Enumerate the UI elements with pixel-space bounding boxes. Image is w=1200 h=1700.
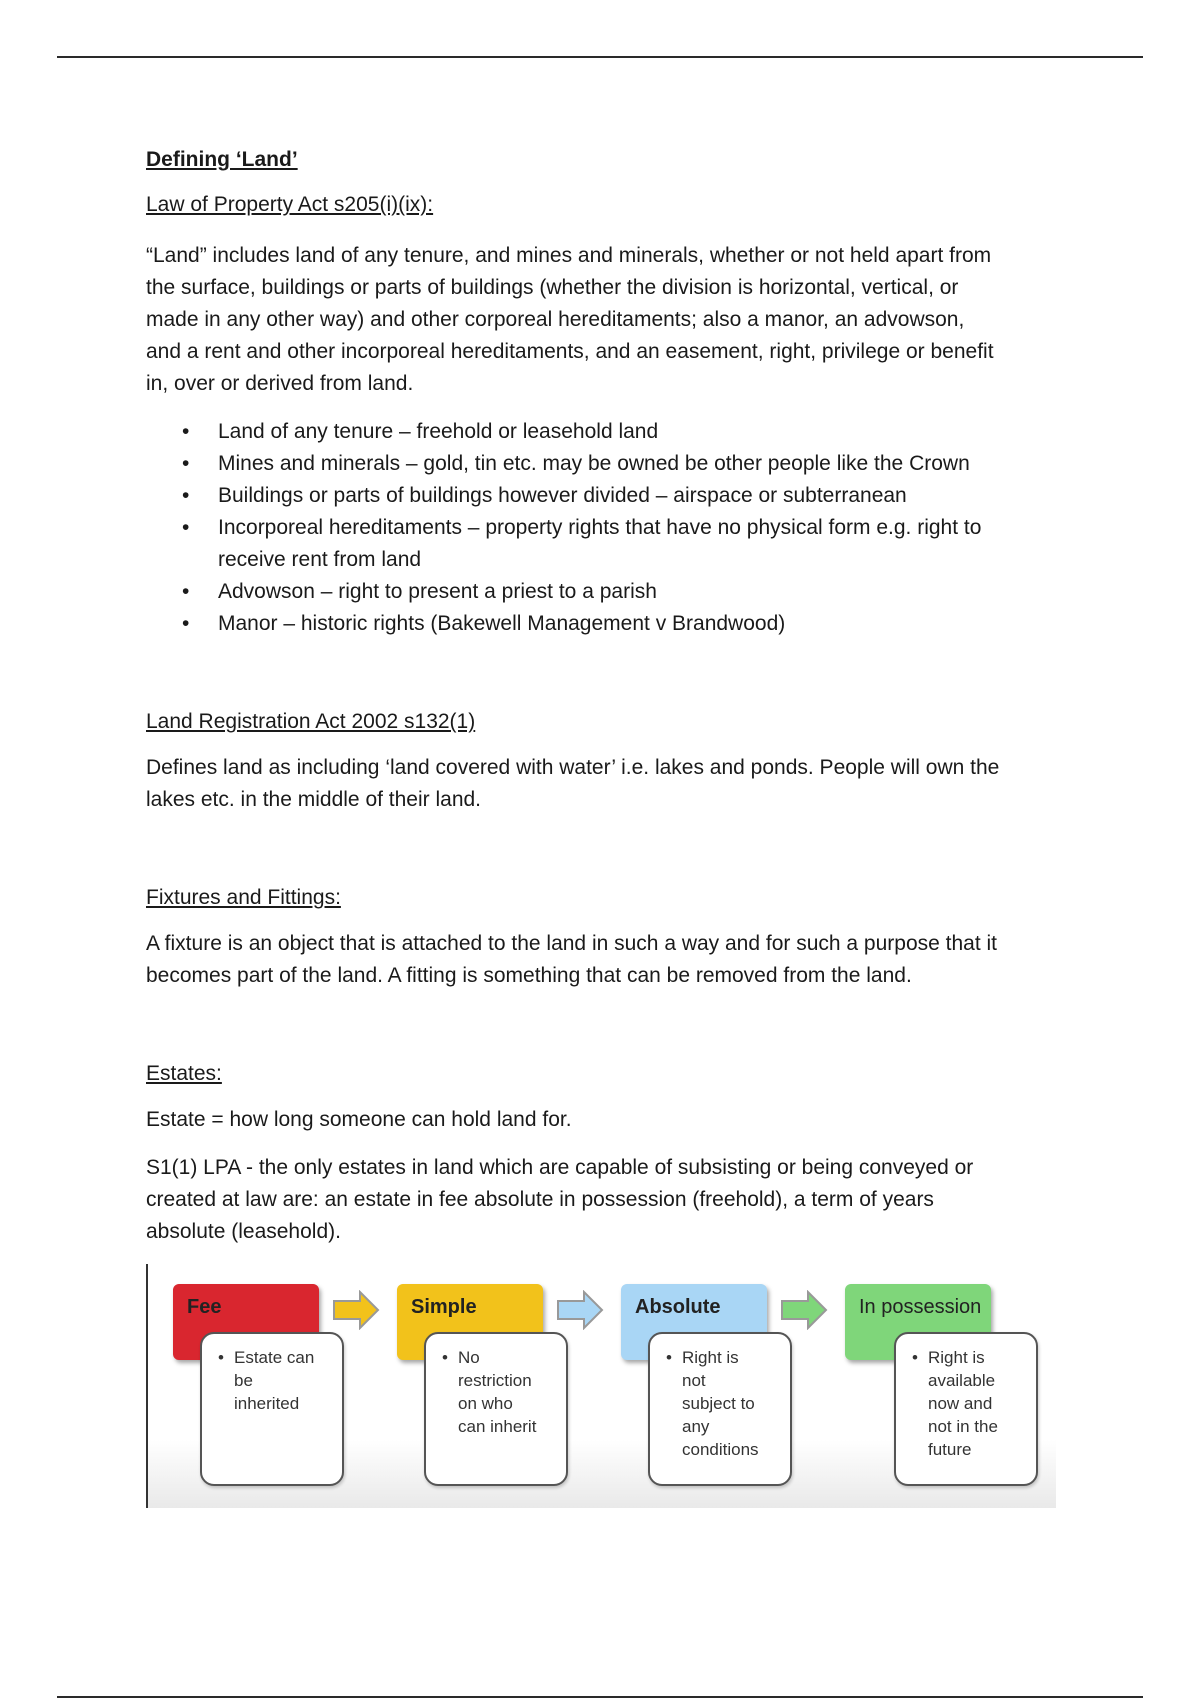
section-title-estates: Estates: (146, 1062, 222, 1085)
bullet-icon: • (182, 580, 190, 603)
text-line: created at law are: an estate in fee absolute in possession (freehold), a term of years (146, 1188, 934, 1211)
text-line: lakes etc. in the middle of their land. (146, 788, 482, 811)
text-line: becomes part of the land. A fitting is something that can be removed from the land. (146, 964, 912, 987)
top-rule (57, 56, 1143, 58)
bullet-icon: • (182, 612, 190, 635)
bullet-icon: • (666, 1348, 672, 1367)
section-title-lra: Land Registration Act 2002 s132(1) (146, 710, 476, 733)
stage-description: Right is available now and not in the future (928, 1348, 998, 1459)
stage-fee-card (200, 1332, 344, 1486)
bullet-icon: • (182, 516, 190, 539)
lpa-definition (146, 240, 1066, 400)
text-line: in, over or derived from land. (146, 372, 414, 395)
stage-label: In possession (859, 1296, 982, 1318)
list-item: • Advowson – right to present a priest to a parish (146, 576, 1066, 608)
text-line: “Land” includes land of any tenure, and mines and minerals, whether or not held apart from (146, 244, 992, 267)
text-line: S1(1) LPA - the only estates in land which are capable of subsisting or being conveyed or (146, 1156, 974, 1179)
fixtures-definition (146, 928, 1066, 992)
stage-description: Estate can be inherited (234, 1348, 315, 1413)
list-item: • Land of any tenure – freehold or leasehold land (146, 416, 1066, 448)
bullet-icon: • (182, 420, 190, 443)
text-line: absolute (leasehold). (146, 1220, 341, 1243)
list-item: • Mines and minerals – gold, tin etc. may be owned be other people like the Crown (146, 448, 1066, 480)
bullet-icon: • (182, 452, 190, 475)
arrow-shape (334, 1292, 378, 1328)
text-line: A fixture is an object that is attached to the land in such a way and for such a purpose that it (146, 932, 998, 955)
bullet-icon: • (442, 1348, 448, 1367)
text-line: Defines land as including ‘land covered with water’ i.e. lakes and ponds. People will own the (146, 756, 1000, 779)
list-item: • Manor – historic rights (Bakewell Management v Brandwood) (146, 608, 1066, 640)
list-item-continuation: receive rent from land (218, 548, 422, 571)
stage-label: Fee (187, 1296, 222, 1318)
estate-definition: Estate = how long someone can hold land for. (146, 1108, 572, 1131)
right-arrow-icon (780, 1290, 828, 1330)
stage-simple-card (424, 1332, 568, 1486)
bullet-icon: • (218, 1348, 224, 1367)
stage-description: No restriction on who can inherit (458, 1348, 537, 1436)
bottom-rule (57, 1696, 1143, 1698)
bullet-icon: • (182, 484, 190, 507)
right-arrow-icon (556, 1290, 604, 1330)
bullet-icon: • (912, 1348, 918, 1367)
stage-absolute-card (648, 1332, 792, 1486)
text-line: and a rent and other incorporeal hereditaments, and an easement, right, privilege or benefit (146, 340, 994, 363)
stage-label: Simple (411, 1296, 477, 1318)
list-item: • Buildings or parts of buildings however divided – airspace or subterranean (146, 480, 1066, 512)
text-line: the surface, buildings or parts of buildings (whether the division is horizontal, vertical, or (146, 276, 959, 299)
stage-in-possession-card (894, 1332, 1038, 1486)
land-bullet-list (146, 416, 1066, 640)
lra-definition (146, 752, 1066, 816)
stage-label: Absolute (635, 1296, 721, 1318)
section-title-fixtures: Fixtures and Fittings: (146, 886, 341, 909)
estate-flow-diagram (146, 1264, 1056, 1508)
arrow-shape (782, 1292, 826, 1328)
stage-description: Right is not subject to any conditions (682, 1348, 759, 1459)
section-title-lpa: Law of Property Act s205(i)(ix): (146, 193, 434, 216)
list-item: • Incorporeal hereditaments – property rights that have no physical form e.g. right to (146, 512, 1066, 544)
page-heading: Defining ‘Land’ (146, 148, 298, 171)
text-line: made in any other way) and other corporeal hereditaments; also a manor, an advowson, (146, 308, 965, 331)
arrow-shape (558, 1292, 602, 1328)
lpa-s1-text (146, 1152, 1066, 1248)
right-arrow-icon (332, 1290, 380, 1330)
